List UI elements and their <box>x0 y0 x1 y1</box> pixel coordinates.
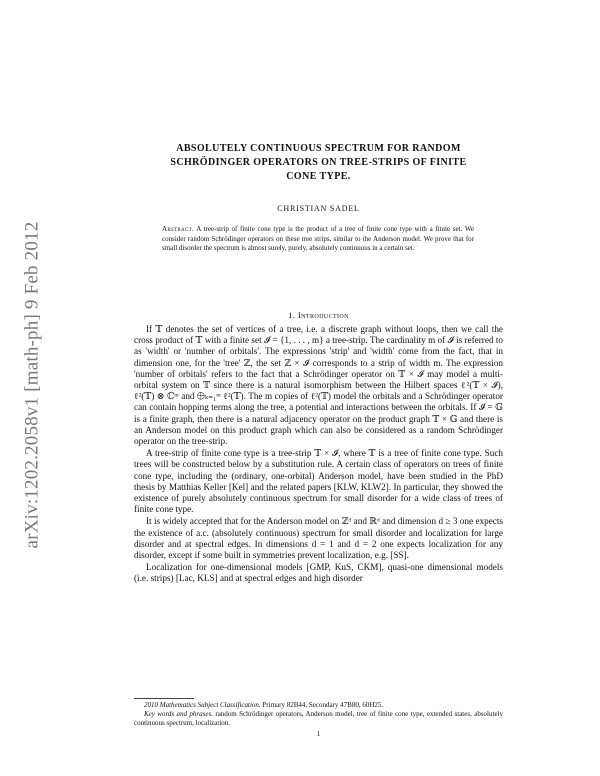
msc-text: Primary 82B44, Secondary 47B80, 60H25. <box>262 701 384 709</box>
arxiv-identifier: arXiv:1202.2058v1 [math-ph] 9 Feb 2012 <box>21 221 42 549</box>
page-number: 1 <box>316 729 321 738</box>
abstract <box>162 225 474 254</box>
keywords-text: random Schrödinger operators, Anderson model, tree of finite cone type, extended states, absolutely continuous spectrum, localization. <box>134 710 503 727</box>
section-heading <box>134 310 503 320</box>
paragraph: It is widely accepted that for the Anderson model on ℤᵈ and ℝᵈ and dimension d ≥ 3 one expects the existence of a.c. (absolutely continuous) spectrum for small disorder and localization for large disorder and at spectral edges. In dimensions d = 1 and d = 2 one expects localization for any disorder, except if some built in symmetries prevent localization, e.g. [SS]. <box>134 516 503 561</box>
footnote-keywords <box>134 710 503 728</box>
title-line-3: CONE TYPE. <box>286 171 351 182</box>
body-text <box>134 324 503 586</box>
title-line-1: ABSOLUTELY CONTINUOUS SPECTRUM FOR RANDOM <box>176 143 461 154</box>
paragraph: If 𝕋 denotes the set of vertices of a tree, i.e. a discrete graph without loops, then we call the cross product of 𝕋 with a finite set 𝓘 = {1, . . . , m} a tree-strip. The cardinality m of 𝓘 is referred to as 'width' or 'number of orbitals'. The expressions 'strip' and 'width' come from the fact, that in dimension one, for the 'tree' ℤ, the set ℤ × 𝓘 corresponds to a strip of width m. The expression 'number of orbitals' refers to the fact that a Schrödinger operator on 𝕋 × 𝓘 may model a multi-orbital system on 𝕋 since there is a natural isomorphism between the Hilbert spaces ℓ²(𝕋 × 𝓘), ℓ²(𝕋) ⊗ ℂᵐ and ⨁ₖ₌₁ᵐ ℓ²(𝕋). The m copies of ℓ²(𝕋) model the orbitals and a Schrödinger operator can contain hopping terms along the tree, a potential and interactions between the orbitals. If 𝓘 = 𝔾 is a finite graph, then there is a natural adjacency operator on the product graph 𝕋 × 𝔾 and there is an Anderson model on this product graph which can also be considered as a random Schrödinger operator on the tree-strip. <box>134 324 503 447</box>
keywords-label: Key words and phrases. <box>144 710 213 718</box>
title-line-2: SCHRÖDINGER OPERATORS ON TREE-STRIPS OF FINITE <box>170 157 467 168</box>
footnotes <box>134 701 503 728</box>
abstract-heading: Abstract. <box>162 225 195 233</box>
footnote-msc <box>134 701 503 710</box>
paragraph: Localization for one-dimensional models [GMP, KuS, CKM], quasi-one dimensional models (i.e. strips) [Lac, KLS] and at spectral edges and high disorder <box>134 562 503 584</box>
author-name: CHRISTIAN SADEL <box>277 204 360 213</box>
section-number: 1. <box>288 310 296 320</box>
abstract-text: A tree-strip of finite cone type is the product of a tree of finite cone type with a finite set. We consider random Schrödinger operators on these tree strips, similar to the Anderson model. We prove that for small disorder the spectrum is almost surely, purely, absolutely continuous in a certain set. <box>162 225 474 253</box>
msc-label: 2010 Mathematics Subject Classification. <box>144 701 261 709</box>
section-title: Introduction <box>297 310 349 320</box>
paragraph: A tree-strip of finite cone type is a tree-strip 𝕋 × 𝓘, where 𝕋 is a tree of finite cone type. Such trees will be constructed below by a substitution rule. A certain class of operators on trees of finite cone type, including the (ordinary, one-orbital) Anderson model, have been studied in the PhD thesis by Matthias Keller [Kel] and the related papers [KLW, KLW2]. In particular, they showed the existence of purely absolutely continuous spectrum for small disorder for a wide class of trees of finite cone type. <box>134 448 503 515</box>
footnote-rule <box>134 698 194 699</box>
arxiv-sidebar-stamp <box>14 150 50 620</box>
paper-title <box>134 142 503 184</box>
